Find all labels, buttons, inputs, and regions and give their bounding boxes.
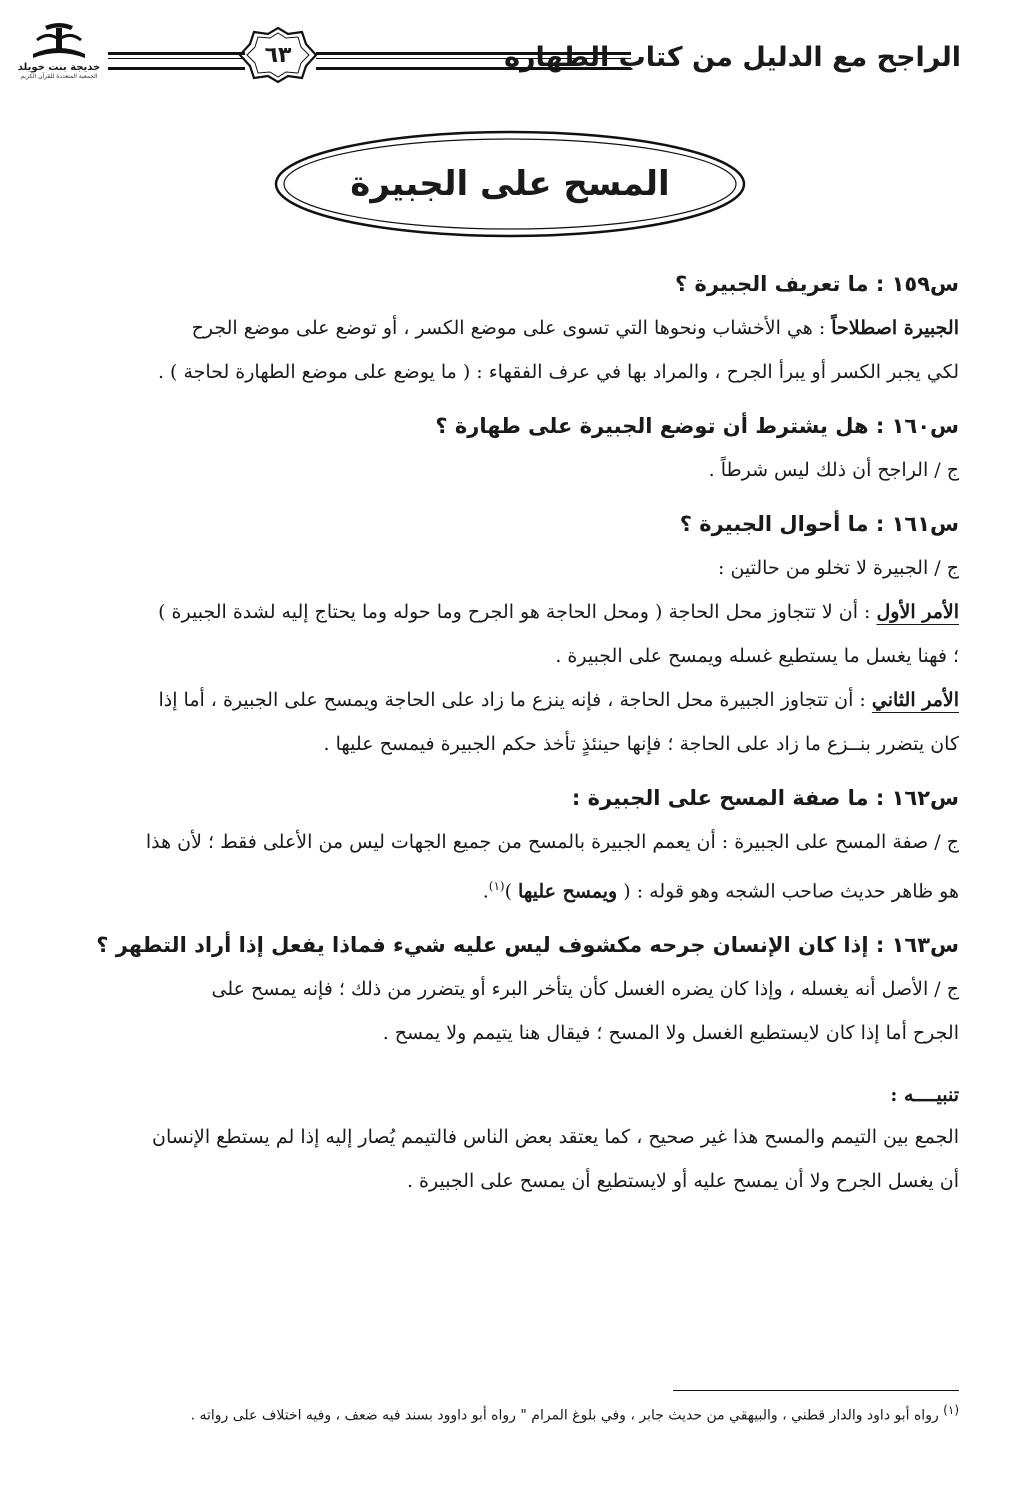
answer-162-text-end: )	[504, 880, 519, 903]
note-line-1: الجمع بين التيمم والمسح هذا غير صحيح ، كما يعتقد بعض الناس فالتيمم يُصار إليه إذا لم يستطع الإنسان	[152, 1126, 959, 1149]
answer-161-first-line-1	[64, 590, 959, 634]
page-number-frame	[236, 24, 320, 86]
footnote-reference[interactable]: (١)	[488, 879, 505, 893]
answer-161-second-line-1	[64, 678, 959, 722]
logo-text: خديجة بنت خويلد	[17, 62, 101, 73]
answer-161-first-text-1: : أن لا تتجاوز محل الحاجة ( ومحل الحاجة هو الجرح وما حوله وما يحتاج إليه لشدة الجبيرة )	[158, 601, 877, 623]
question-160: س١٦٠ : هل يشترط أن توضع الجبيرة على طهارة ؟	[435, 414, 959, 438]
book-title: الراجح مع الدليل من كتاب الطهارة	[504, 42, 961, 73]
answer-159-text-1: : هي الأخشاب ونحوها التي تسوى على موضع الكسر ، أو توضع على موضع الجرح	[191, 317, 832, 339]
answer-163-line-1: ج / الأصل أنه يغسله ، وإذا كان يضره الغسل كأن يتأخر البرء أو يتضرر من ذلك ؛ فإنه يمسح على	[211, 978, 959, 1001]
answer-160: ج / الراجح أن ذلك ليس شرطاً .	[708, 459, 959, 481]
term-second-case: الأمر الثاني	[871, 689, 959, 711]
logo	[14, 18, 104, 96]
term-first-case: الأمر الأول	[876, 601, 959, 623]
header-rule-right	[316, 52, 631, 70]
question-159: س١٥٩ : ما تعريف الجبيرة ؟	[675, 272, 959, 296]
answer-162-text-start: هو ظاهر حديث صاحب الشجه وهو قوله : (	[617, 880, 959, 903]
footnote	[60, 1398, 959, 1428]
chapter-title-frame	[270, 126, 750, 242]
logo-subtext: الجمعية المتعددة للقرآن الكريم	[20, 73, 98, 80]
answer-162-tail: .	[482, 880, 489, 903]
question-163: س١٦٣ : إذا كان الإنسان جرحه مكشوف ليس عليه شيء فماذا يفعل إذا أراد التطهر ؟	[96, 933, 959, 958]
answer-161-intro: ج / الجبيرة لا تخلو من حالتين :	[718, 557, 959, 579]
question-162: س١٦٢ : ما صفة المسح على الجبيرة :	[571, 786, 959, 810]
page-number: ٦٣	[264, 42, 292, 68]
term-definition: الجبيرة اصطلاحاً	[831, 317, 959, 339]
page-header	[14, 18, 961, 96]
question-161: س١٦١ : ما أحوال الجبيرة ؟	[679, 512, 959, 536]
header-rule-left	[108, 52, 245, 70]
answer-161-first-line-2: ؛ فهنا يغسل ما يستطيع غسله ويمسح على الجبيرة .	[555, 645, 959, 667]
footnote-divider	[673, 1390, 959, 1391]
main-content	[64, 262, 959, 1203]
answer-162-line-2	[64, 864, 959, 913]
note-heading: تنبيــــه :	[890, 1084, 959, 1107]
note-line-2: أن يغسل الجرح ولا أن يمسح عليه أو لايستطيع أن يمسح على الجبيرة .	[406, 1170, 959, 1193]
footnote-text: رواه أبو داود والدار قطني ، والبيهقي من حديث جابر ، وفي بلوغ المرام " رواه أبو داوود بسند فيه ضعف ، وفيه اختلاف على رواته .	[190, 1407, 944, 1424]
answer-161-second-text-1: : أن تتجاوز الجبيرة محل الحاجة ، فإنه ينزع ما زاد على الحاجة ويمسح على الجبيرة ، أما إذا	[158, 689, 872, 711]
answer-161-second-line-2: كان يتضرر بنــزع ما زاد على الحاجة ؛ فإنها حينئذٍ تأخذ حكم الجبيرة فيمسح عليها .	[323, 733, 959, 755]
footnote-marker: (١)	[943, 1403, 959, 1417]
answer-159-line-2: لكي يجبر الكسر أو يبرأ الجرح ، والمراد بها في عرف الفقهاء : ( ما يوضع على موضع الطهارة لحاجة ) .	[157, 361, 959, 383]
hadith-quote: ويمسح عليها	[518, 880, 618, 903]
answer-162-line-1: ج / صفة المسح على الجبيرة : أن يعمم الجبيرة بالمسح من جميع الجهات ليس من الأعلى فقط ؛ لأن هذا	[145, 831, 959, 853]
chapter-title: المسح على الجبيرة	[350, 164, 670, 204]
answer-163-line-2: الجرح أما إذا كان لايستطيع الغسل ولا المسح ؛ فيقال هنا يتيمم ولا يمسح .	[382, 1022, 959, 1045]
book-logo-icon	[27, 18, 91, 62]
answer-159-line-1	[64, 306, 959, 350]
